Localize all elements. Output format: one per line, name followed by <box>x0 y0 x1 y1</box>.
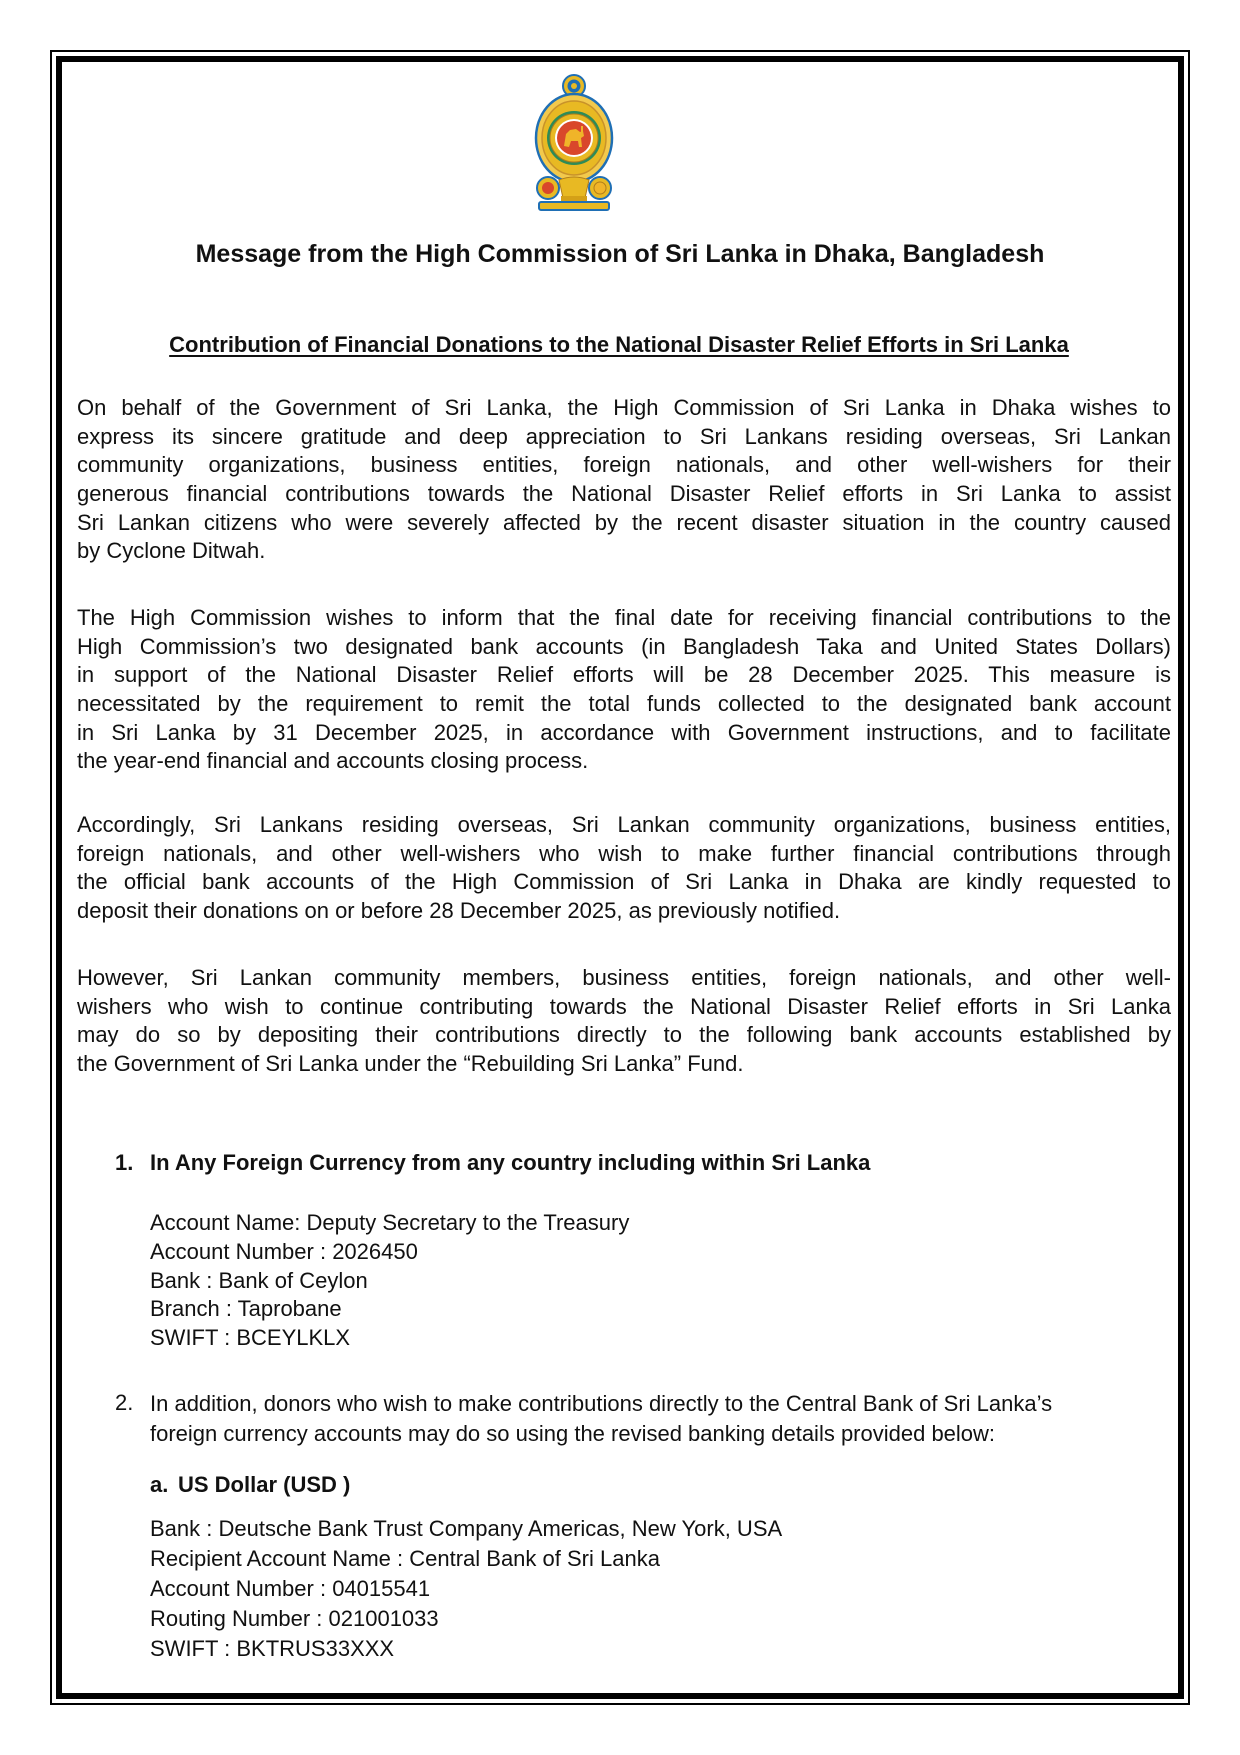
text-line: foreign currency accounts may do so using the revised banking details provided below: <box>150 1421 996 1446</box>
account-name: Account Name: Deputy Secretary to the Treasury <box>150 1210 630 1235</box>
text-line: in support of the National Disaster Relief efforts will be 28 December 2025. This measure is <box>77 662 1171 688</box>
text-line: However, Sri Lankan community members, business entities, foreign nationals, and other well- <box>77 965 1171 990</box>
text-line: wishers who wish to continue contributing towards the National Disaster Relief efforts in Sri Lanka <box>77 993 1171 1019</box>
paragraph-gratitude <box>77 394 1171 566</box>
account-number: Account Number : 04015541 <box>150 1576 431 1601</box>
page-title: Message from the High Commission of Sri Lanka in Dhaka, Bangladesh <box>195 240 1045 268</box>
text-line: On behalf of the Government of Sri Lanka, the High Commission of Sri Lanka in Dhaka wishes to <box>77 395 1171 420</box>
usd-account-details <box>150 1514 782 1664</box>
text-line: express its sincere gratitude and deep appreciation to Sri Lankans residing overseas, Sri Lankan <box>77 423 1171 449</box>
text-line: in Sri Lanka by 31 December 2025, in accordance with Government instructions, and to facilitate <box>77 719 1171 745</box>
sri-lanka-emblem-icon <box>533 74 615 216</box>
swift-code: SWIFT : BKTRUS33XXX <box>150 1636 395 1661</box>
text-line: the Government of Sri Lanka under the “Rebuilding Sri Lanka” Fund. <box>77 1051 744 1077</box>
subitem-letter: a. <box>150 1472 169 1497</box>
text-line: may do so by depositing their contributions directly to the following bank accounts established by <box>77 1022 1171 1048</box>
text-line: by Cyclone Ditwah. <box>77 538 266 564</box>
subitem-heading: US Dollar (USD ) <box>178 1472 351 1497</box>
paragraph-rebuilding-fund <box>77 964 1171 1079</box>
text-line: foreign nationals, and other well-wishers who wish to make further financial contributions through <box>77 840 1171 866</box>
list-item-number: 2. <box>115 1390 134 1415</box>
bank-name: Bank : Deutsche Bank Trust Company Americas, New York, USA <box>150 1516 783 1541</box>
list-item-heading: In Any Foreign Currency from any country including within Sri Lanka <box>150 1150 871 1175</box>
paragraph-final-date <box>77 604 1171 776</box>
list-item-number: 1. <box>115 1150 134 1175</box>
text-line: the official bank accounts of the High Commission of Sri Lanka in Dhaka are kindly requested to <box>77 869 1171 895</box>
text-line: High Commission’s two designated bank accounts (in Bangladesh Taka and United States Dollars) <box>77 633 1171 659</box>
text-line: the year-end financial and accounts closing process. <box>77 748 589 774</box>
bank-name: Bank : Bank of Ceylon <box>150 1267 368 1293</box>
routing-number: Routing Number : 021001033 <box>150 1606 439 1631</box>
swift-code: SWIFT : BCEYLKLX <box>150 1325 351 1351</box>
paragraph-deposit-request <box>77 811 1171 926</box>
text-line: community organizations, business entities, foreign nationals, and other well-wishers for their <box>77 452 1171 478</box>
text-line: Sri Lankan citizens who were severely affected by the recent disaster situation in the country caused <box>77 509 1171 535</box>
branch-name: Branch : Taprobane <box>150 1296 342 1322</box>
text-line: Accordingly, Sri Lankans residing overseas, Sri Lankan community organizations, business entities, <box>77 812 1171 837</box>
text-line: necessitated by the requirement to remit the total funds collected to the designated bank account <box>77 691 1171 717</box>
section-subheading: Contribution of Financial Donations to the National Disaster Relief Efforts in Sri Lanka <box>169 332 1069 357</box>
text-line: The High Commission wishes to inform that the final date for receiving financial contributions to the <box>77 605 1171 630</box>
text-line: generous financial contributions towards the National Disaster Relief efforts in Sri Lanka to assist <box>77 481 1171 507</box>
treasury-account-details <box>150 1209 629 1353</box>
account-number: Account Number : 2026450 <box>150 1238 418 1264</box>
central-bank-intro <box>150 1389 1052 1449</box>
recipient-account-name: Recipient Account Name : Central Bank of Sri Lanka <box>150 1546 660 1571</box>
text-line: deposit their donations on or before 28 December 2025, as previously notified. <box>77 898 841 924</box>
text-line: In addition, donors who wish to make contributions directly to the Central Bank of Sri Lanka’s <box>150 1391 1053 1416</box>
